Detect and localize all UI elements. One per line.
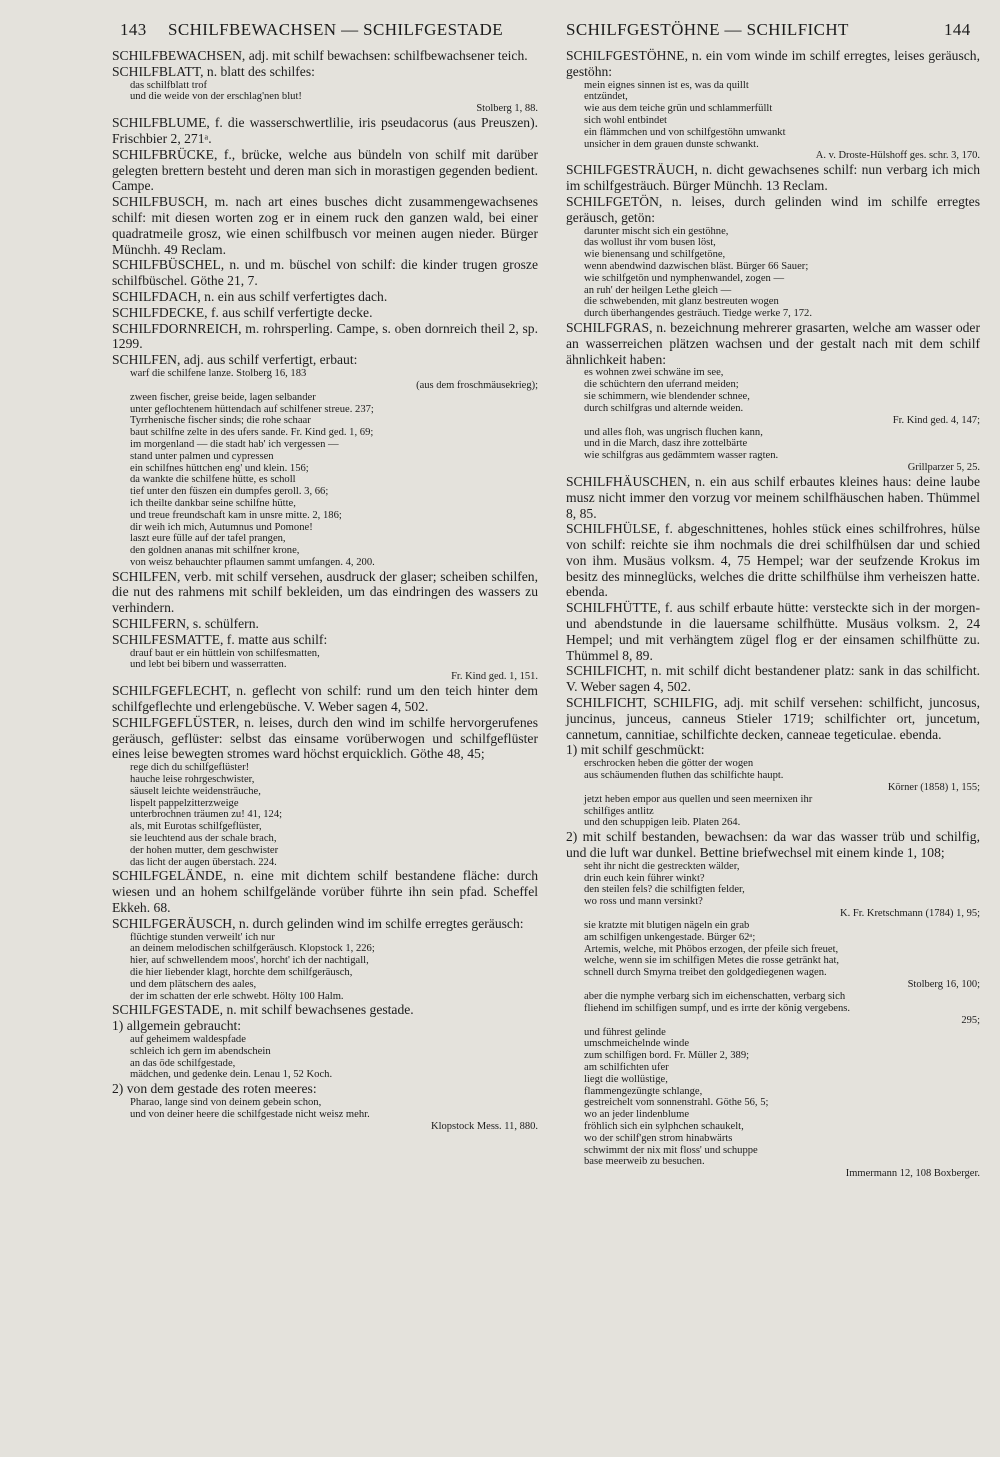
quotation-line: zum schilfigen bord. Fr. Müller 2, 389;: [584, 1050, 750, 1062]
quotation-line: wie aus dem teiche grün und schlammerfüllt: [584, 103, 773, 115]
quotation-line: säuselt leichte weidensträuche,: [130, 785, 261, 797]
entry-paragraph: SCHILFHÜTTE, f. aus schilf erbaute hütte: versteckte sich in der morgen- und abendstunde in die lauersame schilfhütte. Musäus volksm. 2, 24 Hempel; und mit verhängtem zügel flog er der einsamen schilfhütte zu. Thümmel 8, 89.: [566, 600, 980, 663]
entry-paragraph: SCHILFEN, verb. mit schilf versehen, ausdruck der glaser; scheiben schilfen, die nut des rahmens mit schilf bekleiden, um das eindringen des wassers zu verhindern.: [112, 568, 538, 616]
quotation-line: und die weide von der erschlag'nen blut!: [130, 91, 302, 103]
entry-paragraph: SCHILFICHT, SCHILFIG, adj. mit schilf versehen: schilficht, juncosus, juncinus, junceus, canneus Stieler 1719; schilfichter ort, juncetum, cannetum, cannitiae, schilfichte decken, canneae tegeticulae. ebenda.: [566, 695, 980, 742]
quotation-line: ein schilfnes hüttchen eng' und klein. 156;: [130, 462, 309, 474]
right-page-number: 144: [944, 20, 971, 39]
quotation-line: lispelt pappelzitterzweige: [130, 797, 239, 809]
quotation-line: drin euch kein führer winkt?: [584, 872, 705, 884]
quotation-line: den goldnen ananas mit schilfner krone,: [130, 545, 300, 557]
quotation-line: unter geflochtenem hüttendach auf schilfener streue. 237;: [130, 403, 374, 415]
entry-paragraph: SCHILFBEWACHSEN, adj. mit schilf bewachsen: schilfbewachsener teich.: [112, 48, 528, 63]
right-column: [566, 48, 980, 1180]
quotation-line: wie schilfgetön und nymphenwandel, zogen —: [584, 272, 785, 284]
quotation-line: das schilfblatt trof: [130, 79, 208, 91]
entry-paragraph: SCHILFGELÄNDE, n. eine mit dichtem schilf bestandene fläche: durch wiesen und an hohem schilfgelände vorüber führte ihn sein pfad. Scheffel Ekkeh. 68.: [112, 868, 538, 916]
quotation-line: sich wohl entbindet: [584, 114, 667, 126]
entry-paragraph: SCHILFBLUME, f. die wasserschwertlilie, iris pseudacorus (aus Preuszen). Frischbier 2, 271ᵃ.: [112, 115, 538, 146]
quotation-line: die schüchtern den uferrand meiden;: [584, 379, 739, 391]
entry-paragraph: 1) allgemein gebraucht:: [112, 1018, 242, 1034]
citation-source: Immermann 12, 108 Boxberger.: [845, 1168, 980, 1180]
entry-paragraph: SCHILFGESTADE, n. mit schilf bewachsenes gestade.: [112, 1002, 414, 1018]
quotation-line: und dem plätschern des aales,: [130, 978, 257, 990]
quotation-line: seht ihr nicht die gestreckten wälder,: [584, 860, 740, 872]
quotation-line: baut schilfne zelte in des ufers sande. Fr. Kind ged. 1, 69;: [130, 427, 374, 439]
entry-paragraph: SCHILFDORNREICH, m. rohrsperling. Campe, s. oben dornreich theil 2, sp. 1299.: [112, 320, 538, 352]
entry-paragraph: 1) mit schilf geschmückt:: [566, 742, 705, 758]
entry-paragraph: SCHILFDACH, n. ein aus schilf verfertigtes dach.: [112, 288, 388, 304]
quotation-line: ich theilte dankbar seine schilfne hütte,: [130, 497, 296, 509]
quotation-line: wenn abendwind dazwischen bläst. Bürger 66 Sauer;: [584, 260, 809, 272]
entry-paragraph: SCHILFGEFLECHT, n. geflecht von schilf: rund um den teich hinter dem schilfgeflechte und erlengebüsche. V. Weber sagen 4, 502.: [112, 683, 538, 715]
entry-paragraph: SCHILFGERÄUSCH, n. durch gelinden wind im schilfe erregtes geräusch:: [112, 915, 524, 931]
citation-source: Grillparzer 5, 25.: [907, 461, 980, 473]
entry-paragraph: SCHILFBÜSCHEL, n. und m. büschel von schilf: die kinder trugen grosze schilfbüschel. Göthe 21, 7.: [112, 257, 538, 289]
entry-paragraph: SCHILFESMATTE, f. matte aus schilf:: [112, 631, 328, 647]
quotation-line: an das öde schilfgestade,: [130, 1057, 236, 1069]
quotation-line: jetzt heben empor aus quellen und seen meernixen ihr: [584, 793, 813, 805]
entry-paragraph: SCHILFGESTÖHNE, n. ein vom winde im schilf erregtes, leises geräusch, gestöhn:: [566, 48, 980, 79]
quotation-line: rege dich du schilfgeflüster!: [130, 762, 250, 774]
quotation-line: gestreichelt vom sonnenstrahl. Göthe 56, 5;: [584, 1097, 769, 1109]
quotation-line: tief unter den füszen ein dumpfes geroll. 3, 66;: [130, 486, 329, 498]
citation-source: (aus dem froschmäusekrieg);: [416, 379, 538, 391]
entry-paragraph: SCHILFHÜLSE, f. abgeschnittenes, hohles stück eines schilfrohres, hülse von schilf: reichte sie ihm nochmals die drei schilfhülsen dar und schied von ihm. Musäus volksm. 4, 75 Hempel; war der seufzende Krokus im besitz des minneglücks, welches die dritte schilfhülse ihm verheiszen hatte. ebenda.: [566, 521, 980, 600]
quotation-line: durch überhangendes gesträuch. Tiedge werke 7, 172.: [584, 308, 812, 320]
quotation-line: wie schilfgras aus gedämmtem wasser ragten.: [584, 450, 779, 462]
quotation-line: sie kratzte mit blutigen nägeln ein grab: [584, 920, 750, 932]
citation-source: Fr. Kind ged. 1, 151.: [451, 671, 538, 683]
quotation-line: sie schimmern, wie blendender schnee,: [584, 390, 750, 402]
quotation-line: das licht der augen überstach. 224.: [130, 856, 277, 868]
quotation-line: entzündet,: [584, 91, 628, 103]
page-header: [0, 20, 1000, 46]
left-page-number: 143: [120, 20, 147, 39]
entry-paragraph: SCHILFICHT, n. mit schilf dicht bestandener platz: sank in das schilficht. V. Weber sagen 4, 502.: [566, 663, 980, 695]
quotation-line: schwimmt der nix mit floss' und schuppe: [584, 1144, 758, 1156]
entry-paragraph: SCHILFGETÖN, n. leises, durch gelinden wind im schilfe erregtes geräusch, getön:: [566, 193, 980, 225]
quotation-line: liegt die wollüstige,: [584, 1073, 668, 1085]
citation-source: Körner (1858) 1, 155;: [887, 781, 980, 793]
citation-source: K. Fr. Kretschmann (1784) 1, 95;: [840, 908, 980, 920]
quotation-line: an ruh' der heilgen Lethe gleich —: [584, 284, 732, 296]
quotation-line: schilfiges antlitz: [584, 805, 654, 817]
quotation-line: erschrocken heben die götter der wogen: [584, 758, 754, 770]
quotation-line: fröhlich sich ein sylphchen schaukelt,: [584, 1120, 744, 1132]
quotation-line: an deinem melodischen schilfgeräusch. Klopstock 1, 226;: [130, 943, 375, 955]
quotation-line: das wollust ihr vom busen löst,: [584, 237, 716, 249]
left-column: [112, 48, 538, 1133]
quotation-line: stand unter palmen und cypressen: [130, 450, 274, 462]
right-running-title: SCHILFGESTÖHNE — SCHILFICHT: [566, 20, 849, 39]
entry-paragraph: SCHILFDECKE, f. aus schilf verfertigte decke.: [112, 304, 373, 320]
quotation-line: die hier liebender klagt, horchte dem schilfgeräusch,: [130, 967, 353, 978]
quotation-line: und alles floh, was ungrisch fluchen kann,: [584, 426, 763, 438]
citation-source: Stolberg 1, 88.: [476, 103, 538, 115]
quotation-line: als, mit Eurotas schilfgeflüster,: [130, 821, 262, 833]
quotation-line: und den schuppigen leib. Platen 264.: [584, 817, 741, 829]
quotation-line: mein eignes sinnen ist es, was da quillt: [584, 79, 749, 91]
entry-paragraph: SCHILFEN, adj. aus schilf verfertigt, erbaut:: [112, 352, 358, 368]
quotation-line: Tyrrhenische fischer sinds; die rohe schaar: [130, 415, 311, 427]
quotation-line: wo der schilf'gen strom hinabwärts: [584, 1132, 733, 1144]
entry-paragraph: SCHILFGESTRÄUCH, n. dicht gewachsenes schilf: nun verbarg ich mich im schilfgesträuch. Bürger Münchh. 13 Reclam.: [566, 162, 980, 194]
quotation-line: durch schilfgras und alternde weiden.: [584, 402, 744, 414]
quotation-line: laszt eure fülle auf der tafel prangen,: [130, 533, 286, 545]
quotation-line: base meerweib zu besuchen.: [584, 1156, 705, 1168]
quotation-line: Artemis, welche, mit Phöbos erzogen, der pfeile sich freuet,: [584, 943, 839, 955]
quotation-line: die schwebenden, mit glanz bestreuten wogen: [584, 296, 779, 308]
citation-source: Klopstock Mess. 11, 880.: [431, 1120, 538, 1132]
quotation-line: auf geheimem waldespfade: [130, 1033, 246, 1045]
quotation-line: wie bienensang und schilfgetöne,: [584, 249, 726, 261]
quotation-line: flüchtige stunden verweilt' ich nur: [130, 931, 275, 943]
quotation-line: fliehend im schilfigen sumpf, und es irrte der könig vergebens.: [584, 1002, 851, 1014]
quotation-line: und lebt bei bibern und wasserratten.: [130, 659, 287, 671]
quotation-line: aus schäumenden fluthen das schilfichte haupt.: [584, 770, 784, 782]
quotation-line: der hohen mutter, dem geschwister: [130, 844, 279, 856]
quotation-line: flammengezüngte schlange,: [584, 1085, 703, 1097]
quotation-line: wo an jeder lindenblume: [584, 1109, 690, 1121]
entry-paragraph: SCHILFBRÜCKE, f., brücke, welche aus bündeln von schilf mit darüber gelegten brettern besteht und deren man sich in morastigen gegenden bedient. Campe.: [112, 146, 538, 194]
quotation-line: von weisz behauchter pflaumen sammt umfangen. 4, 200.: [130, 556, 375, 568]
entry-paragraph: SCHILFBUSCH, m. nach art eines busches dicht zusammengewachsenes schilf: mit diesen worten zog er in einem ruck den ganzen wald, bei einer quadratmeile grosz, wie einen schilfbusch vor meinen augen nieder. Bürger Münchh. 49 Reclam.: [112, 194, 538, 257]
left-running-title: SCHILFBEWACHSEN — SCHILFGESTADE: [168, 20, 504, 39]
quotation-line: den steilen fels? die schilfigten felder,: [584, 884, 745, 896]
quotation-line: drauf baut er ein hüttlein von schilfesmatten,: [130, 647, 320, 659]
quotation-line: zween fischer, greise beide, lagen selbander: [130, 391, 316, 403]
citation-source: 295;: [961, 1014, 980, 1026]
quotation-line: und von deiner heere die schilfgestade nicht weisz mehr.: [130, 1108, 370, 1120]
quotation-line: darunter mischt sich ein gestöhne,: [584, 225, 729, 237]
quotation-line: ein flämmchen und von schilfgestöhn umwankt: [584, 126, 786, 138]
quotation-line: warf die schilfene lanze. Stolberg 16, 183: [130, 367, 307, 379]
quotation-line: am schilfigen unkengestade. Bürger 62ᵃ;: [584, 931, 756, 943]
quotation-line: da wankte die schilfene hütte, es scholl: [130, 474, 296, 486]
quotation-line: unterbrochnen träumen zu! 41, 124;: [130, 809, 283, 821]
entry-paragraph: SCHILFERN, s. schülfern.: [112, 616, 259, 632]
quotation-line: und führest gelinde: [584, 1026, 666, 1038]
entry-paragraph: SCHILFBLATT, n. blatt des schilfes:: [112, 63, 315, 79]
entry-paragraph: SCHILFHÄUSCHEN, n. ein aus schilf erbautes kleines haus: deine laube musz nicht immer den vorzug vor meinem schilfhäuschen haben. Thümmel 8, 85.: [566, 473, 980, 521]
quotation-line: es wohnen zwei schwäne im see,: [584, 367, 724, 379]
quotation-line: am schilfichten ufer: [584, 1061, 669, 1073]
entry-paragraph: SCHILFGEFLÜSTER, n. leises, durch den wind im schilfe hervorgerufenes geräusch, geflüster: selbst das einsame vorüberwogen und schilfgeflüster eines leise bewegten stromes ward höchst erquicklich. Göthe 48, 45;: [112, 714, 538, 762]
quotation-line: sie leuchtend aus der schale brach,: [130, 833, 277, 845]
quotation-line: Pharao, lange sind von deinem gebein schon,: [130, 1096, 322, 1108]
quotation-line: wo ross und mann versinkt?: [584, 896, 703, 908]
quotation-line: schnell durch Smyrna treibet den goldgediegenen wagen.: [584, 967, 827, 979]
quotation-line: mädchen, und gedenke dein. Lenau 1, 52 Koch.: [130, 1069, 333, 1081]
citation-source: Fr. Kind ged. 4, 147;: [892, 414, 980, 426]
citation-source: A. v. Droste-Hülshoff ges. schr. 3, 170.: [815, 150, 980, 162]
quotation-line: dir weih ich mich, Autumnus und Pomone!: [130, 521, 313, 533]
quotation-line: welche, wenn sie im schilfigen Metes die rosse getränkt hat,: [584, 955, 840, 967]
quotation-line: im morgenland — die stadt hab' ich vergessen —: [130, 438, 339, 450]
quotation-line: umschmeichelnde winde: [584, 1038, 690, 1050]
quotation-line: hier, auf schwellendem moos', horcht' ich der nachtigall,: [130, 955, 369, 967]
quotation-line: und treue freundschaft kam in unsre mitte. 2, 186;: [130, 509, 342, 521]
quotation-line: aber die nymphe verbarg sich im eichenschatten, verbarg sich: [584, 991, 846, 1002]
quotation-line: der im schatten der erle schwebt. Hölty 100 Halm.: [130, 990, 344, 1002]
quotation-line: schleich ich gern im abendschein: [130, 1045, 271, 1057]
quotation-line: unsicher in dem grauen dunste schwankt.: [584, 138, 759, 150]
entry-paragraph: 2) von dem gestade des roten meeres:: [112, 1081, 317, 1097]
citation-source: Stolberg 16, 100;: [907, 979, 980, 990]
quotation-line: hauche leise rohrgeschwister,: [130, 774, 255, 786]
entry-paragraph: 2) mit schilf bestanden, bewachsen: da war das wasser trüb und schilfig, und die luft war dunkel. Bettine briefwechsel mit einem kinde 1, 108;: [566, 829, 980, 861]
quotation-line: und in die March, dasz ihre zottelbärte: [584, 438, 748, 450]
entry-paragraph: SCHILFGRAS, n. bezeichnung mehrerer grasarten, welche am wasser oder an wasserreichen plätzen wachsen und der gestalt nach mit dem schilf ähnlichkeit haben:: [566, 319, 980, 367]
